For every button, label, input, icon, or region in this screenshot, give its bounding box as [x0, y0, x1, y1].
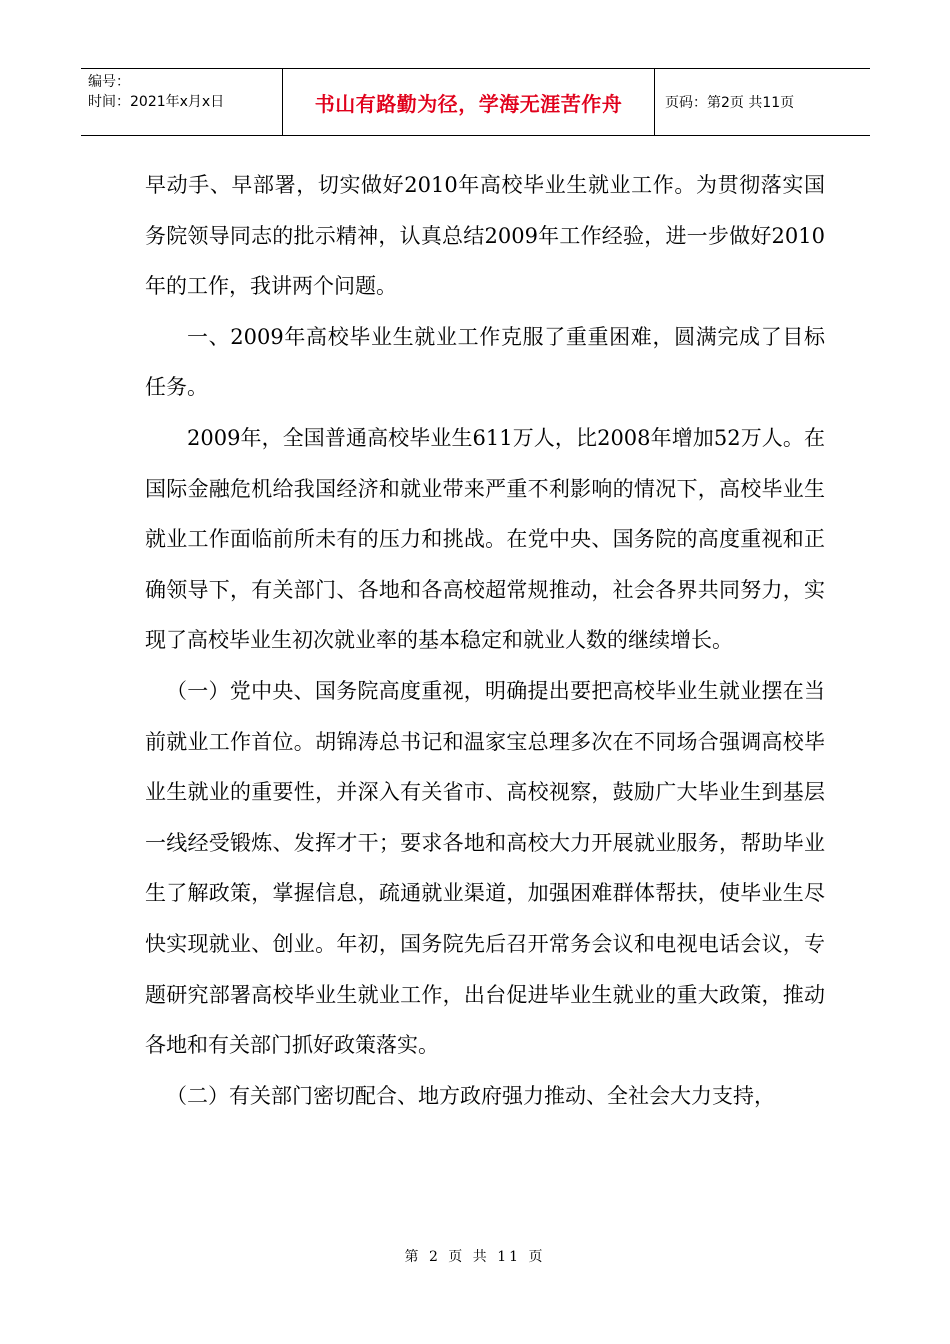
- document-time-label: 时间：2021年x月x日: [88, 94, 225, 110]
- document-number-label: 编号：: [88, 74, 130, 90]
- page-footer: 第 2 页 共 11 页: [404, 1249, 546, 1265]
- document-header: [81, 68, 870, 136]
- paragraph-continuation: 早动手、早部署，切实做好2010年高校毕业生就业工作。为贯彻落实国务院领导同志的批示精神，认真总结2009年工作经验，进一步做好2010年的工作，我讲两个问题。: [145, 173, 825, 299]
- header-page-info: 页码：第2页 共11页: [665, 95, 795, 111]
- subsection-1: （一）党中央、国务院高度重视，明确提出要把高校毕业生就业摆在当前就业工作首位。胡锦涛总书记和温家宝总理多次在不同场合强调高校毕业生就业的重要性，并深入有关省市、高校视察，鼓励广大毕业生到基层一线经受锻炼、发挥才干；要求各地和高校大力开展就业服务，帮助毕业生了解政策，掌握信息，疏通就业渠道，加强困难群体帮扶，使毕业生尽快实现就业、创业。年初，国务院先后召开常务会议和电视电话会议，专题研究部署高校毕业生就业工作，出台促进毕业生就业的重大政策，推动各地和有关部门抓好政策落实。: [145, 678, 825, 1058]
- header-meta: [81, 69, 283, 135]
- header-motto: 书山有路勤为径，学海无涯苦作舟: [283, 69, 655, 135]
- paragraph-overview: 2009年，全国普通高校毕业生611万人，比2008年增加52万人。在国际金融危机给我国经济和就业带来严重不利影响的情况下，高校毕业生就业工作面临前所未有的压力和挑战。在党中央、国务院的高度重视和正确领导下，有关部门、各地和各高校超常规推动，社会各界共同努力，实现了高校毕业生初次就业率的基本稳定和就业人数的继续增长。: [145, 425, 825, 653]
- subsection-2: （二）有关部门密切配合、地方政府强力推动、全社会大力支持，: [166, 1083, 775, 1108]
- section-heading-1: 一、2009年高校毕业生就业工作克服了重重困难，圆满完成了目标任务。: [145, 324, 825, 400]
- document-body: [145, 160, 825, 1121]
